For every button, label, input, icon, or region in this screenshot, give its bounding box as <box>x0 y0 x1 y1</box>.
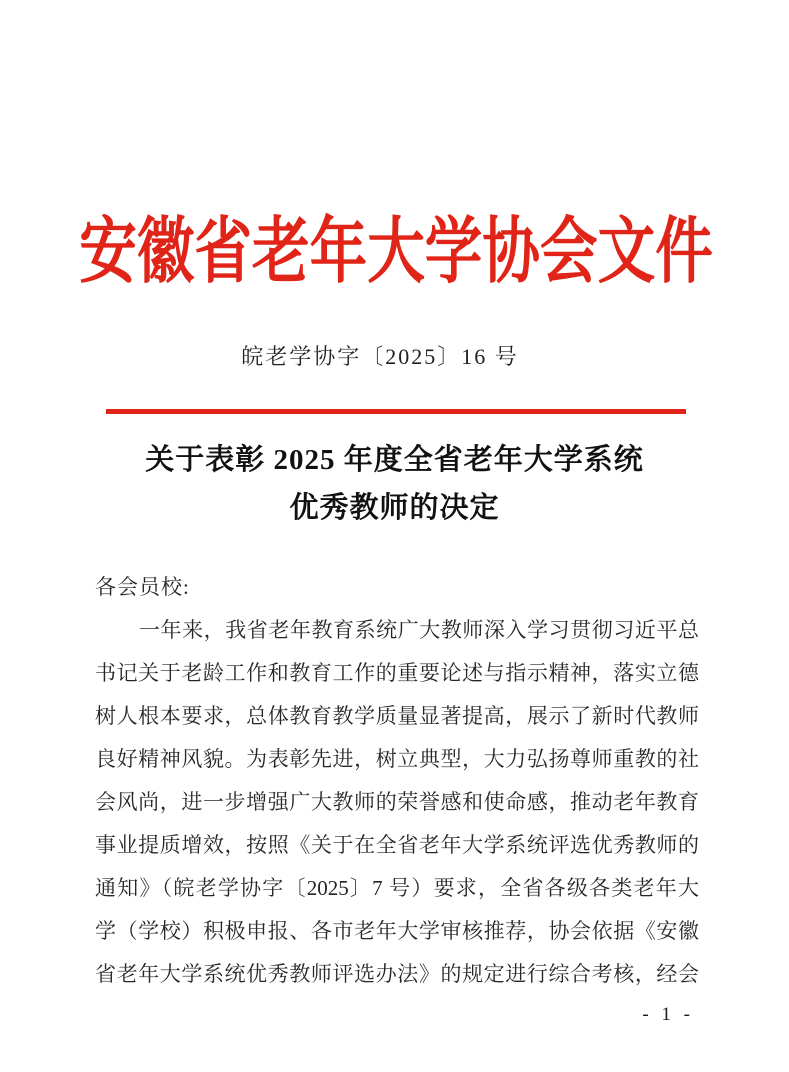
body-line: 树人根本要求，总体教育教学质量显著提高，展示了新时代教师 <box>95 704 699 728</box>
body-line: 事业提质增效，按照《关于在全省老年大学系统评选优秀教师的 <box>95 833 699 857</box>
red-divider-line <box>106 409 686 414</box>
document-body <box>95 566 699 996</box>
body-line: 书记关于老龄工作和教育工作的重要论述与指示精神，落实立德 <box>95 661 699 685</box>
body-line: 省老年大学系统优秀教师评选办法》的规定进行综合考核，经会 <box>95 962 699 986</box>
body-line: 通知》（皖老学协字〔2025〕7 号）要求，全省各级各类老年大 <box>95 876 699 900</box>
body-line: 一年来，我省老年教育系统广大教师深入学习贯彻习近平总 <box>139 618 699 642</box>
document-title-line2: 优秀教师的决定 <box>289 492 500 524</box>
document-title <box>0 436 789 532</box>
document-reference-number: 皖老学协字〔2025〕16 号 <box>241 344 519 369</box>
page-number: - 1 - <box>642 1004 694 1025</box>
body-line: 良好精神风貌。为表彰先进，树立典型，大力弘扬尊师重教的社 <box>95 747 699 771</box>
body-line: 学（学校）积极申报、各市老年大学审核推荐，协会依据《安徽 <box>95 919 699 943</box>
letterhead-title: 安徽省老年大学协会文件 <box>79 212 713 292</box>
body-line: 会风尚，进一步增强广大教师的荣誉感和使命感，推动老年教育 <box>95 790 699 814</box>
letterhead-banner <box>0 200 789 304</box>
salutation: 各会员校: <box>95 575 190 599</box>
document-title-line1: 关于表彰 2025 年度全省老年大学系统 <box>145 444 644 476</box>
